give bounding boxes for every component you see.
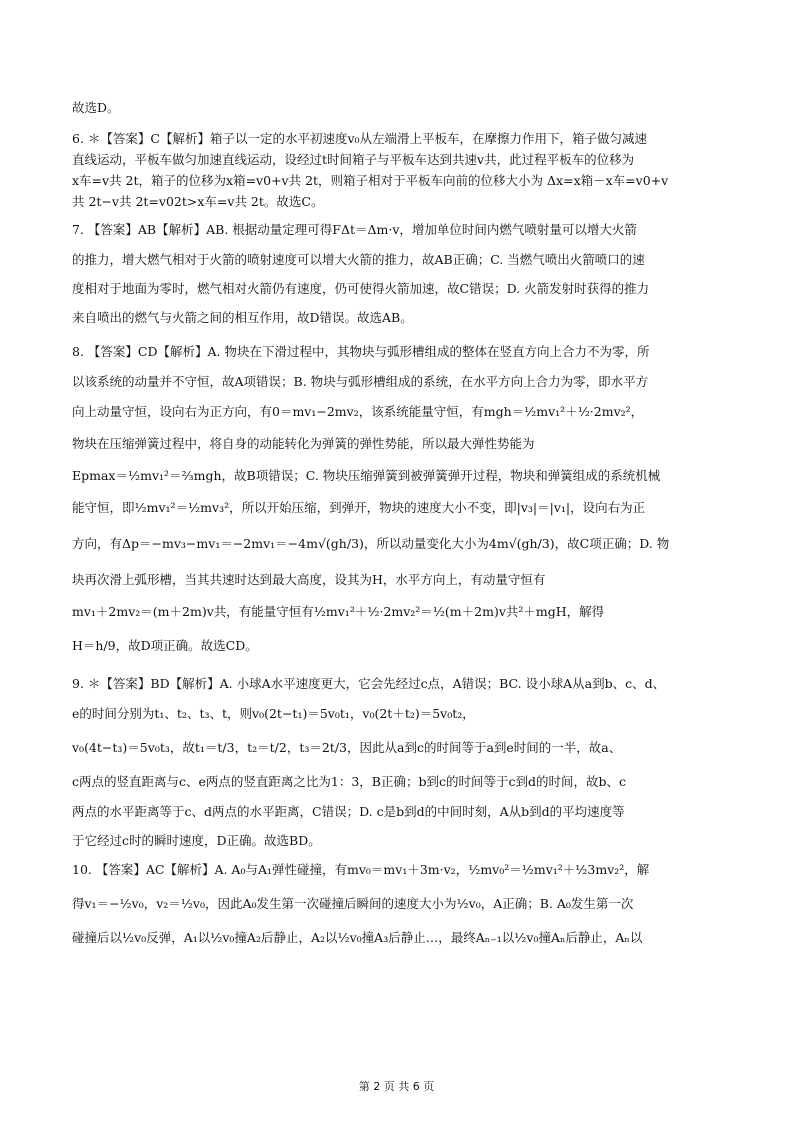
text-line: e的时间分别为t₁、t₂、t₃、t，则v₀(2t−t₁)＝5v₀t₁，v₀(2t＋t₂)＝5v₀t₂， [72,706,475,721]
text-line: x车=v共 2t，箱子的位移为x箱=v0+v共 2t，则箱子相对于平板车向前的位移大小为 Δx=x箱－x车=v0+v [72,173,669,188]
text-line: Epmax＝½mv₁²＝⅔mgh，故B项错误；C. 物块压缩弹簧到被弹簧弹开过程，物块和弹簧组成的系统机械 [72,468,661,483]
text-line: 6. ＊【答案】C【解析】箱子以一定的水平初速度v₀从左端滑上平板车，在摩擦力作用下，箱子做匀减速 [72,131,648,146]
text-line: 来自喷出的燃气与火箭之间的相互作用，故D错误。故选AB。 [72,310,413,325]
text-line: 向上动量守恒，设向右为正方向，有0＝mv₁−2mv₂，该系统能量守恒，有mgh＝½mv₁²＋½·2mv₂²， [72,404,644,419]
text-line: 能守恒，即½mv₁²＝½mv₃²，所以开始压缩，到弹开，物块的速度大小不变，即|v₃|＝|v₁|，设向右为正 [72,500,646,515]
text-line: 度相对于地面为零时，燃气相对火箭仍有速度，仍可使得火箭加速，故C错误；D. 火箭发射时获得的推力 [72,281,650,296]
text-line: v₀(4t−t₃)＝5v₀t₃，故t₁＝t/3，t₂＝t/2，t₃＝2t/3，因此从a到c的时间等于a到e时间的一半，故a、 [72,740,622,755]
text-line: 物块在压缩弹簧过程中，将自身的动能转化为弹簧的弹性势能，所以最大弹性势能为 [72,436,535,451]
text-line: 9. ＊【答案】BD【解析】A. 小球A水平速度更大，它会先经过c点，A错误；BC. 设小球A从a到b、c、d、 [72,676,666,691]
text-line: 的推力，增大燃气相对于火箭的喷射速度可以增大火箭的推力，故AB正确；C. 当燃气喷出火箭喷口的速 [72,252,645,267]
text-line: H＝h/9，故D项正确。故选CD。 [72,638,258,653]
text-line: 7. 【答案】AB【解析】AB. 根据动量定理可得FΔt＝Δm·v，增加单位时间内燃气喷射量可以增大火箭 [72,222,637,237]
text-line: 于它经过c时的瞬时速度，D正确。故选BD。 [72,833,321,848]
text-line: 方向，有Δp＝−mv₃−mv₁＝−2mv₁＝−4m√(gh/3)，所以动量变化大小为4m√(gh/3)，故C项正确；D. 物 [72,536,670,551]
text-line: mv₁＋2mv₂＝(m＋2m)v共，有能量守恒有½mv₁²＋½·2mv₂²＝½(m＋2m)v共²＋mgH，解得 [72,604,605,619]
text-line: 两点的水平距离等于c、d两点的水平距离，C错误；D. c是b到d的中间时刻，A从b到d的平均速度等 [72,804,625,819]
text-line: 直线运动，平板车做匀加速直线运动，设经过t时间箱子与平板车达到共速v共，此过程平板车的位移为 [72,152,635,167]
text-line: 共 2t−v共 2t=v02t>x车=v共 2t。故选C。 [72,194,324,209]
text-line: 块再次滑上弧形槽，当其共速时达到最大高度，设其为H，水平方向上，有动量守恒有 [72,572,546,587]
text-line: 10. 【答案】AC【解析】A. A₀与A₁弹性碰撞，有mv₀＝mv₁＋3m·v₂，½mv₀²＝½mv₁²＋½3mv₂²，解 [72,862,650,877]
page-number-footer: 第 2 页 共 6 页 [358,1080,435,1093]
text-line: c两点的竖直距离与c、e两点的竖直距离之比为1：3，B正确；b到c的时间等于c到d的时间，故b、c [72,774,626,789]
text-line: 8. 【答案】CD【解析】A. 物块在下滑过程中，其物块与弧形槽组成的整体在竖直方向上合力不为零，所 [72,344,650,359]
text-line: 碰撞后以½v₀反弹，A₁以½v₀撞A₂后静止，A₂以½v₀撞A₃后静止…，最终Aₙ₋₁以½v₀撞Aₙ后静止，Aₙ以 [72,930,643,945]
text-line: 故选D。 [72,100,120,115]
text-line: 以该系统的动量并不守恒，故A项错误；B. 物块与弧形槽组成的系统，在水平方向上合力为零，即水平方 [72,374,649,389]
text-line: 得v₁＝−½v₀，v₂＝½v₀，因此A₀发生第一次碰撞后瞬间的速度大小为½v₀，A正确；B. A₀发生第一次 [72,896,634,911]
